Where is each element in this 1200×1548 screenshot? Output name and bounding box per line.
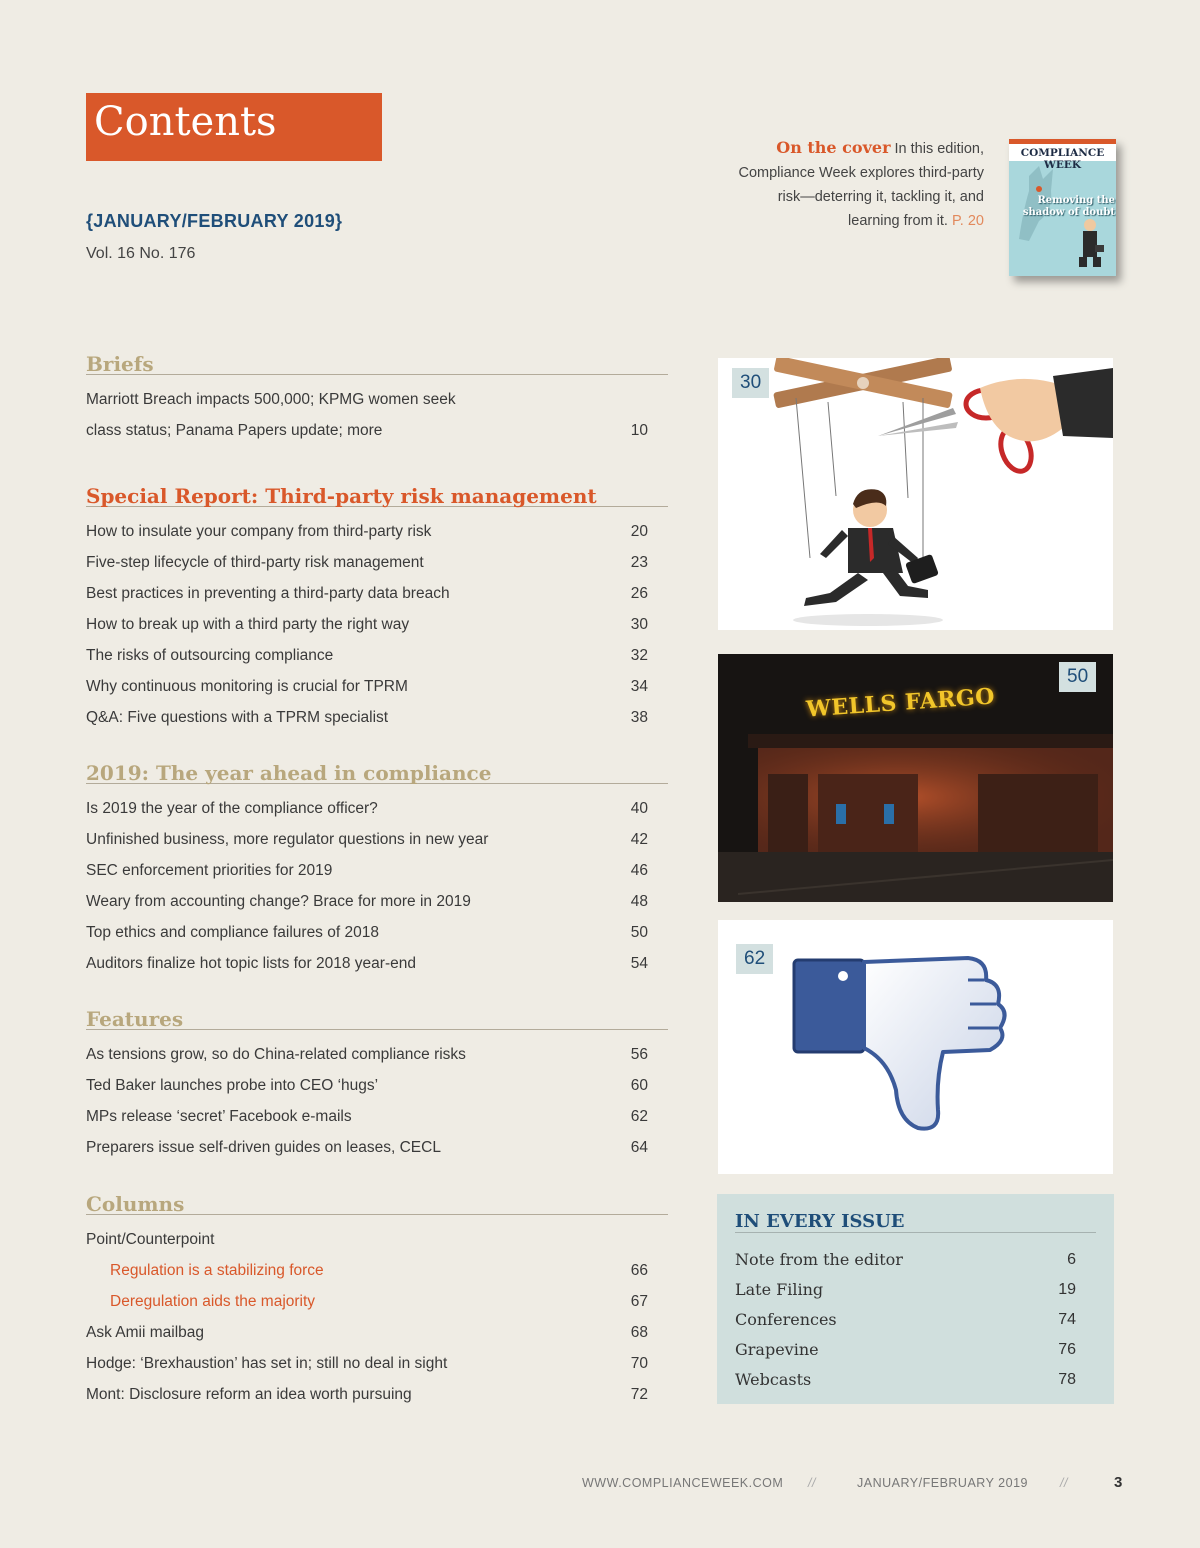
issue-entry[interactable] [735, 1245, 1096, 1275]
toc-entry-label: Why continuous monitoring is crucial for TPRM [86, 678, 408, 695]
toc-entry-page: 30 [630, 616, 648, 633]
toc-entry[interactable] [86, 1070, 668, 1101]
volume-number: Vol. 16 No. 176 [86, 245, 196, 262]
section-title-special-report: Special Report: Third-party risk management [86, 485, 668, 507]
toc-entry-page: 34 [630, 678, 648, 695]
toc-entry-label: Is 2019 the year of the compliance officer? [86, 800, 378, 817]
toc-entry-label: Q&A: Five questions with a TPRM specialist [86, 709, 389, 726]
toc-entry-page: 38 [630, 709, 648, 726]
toc-entry[interactable] [86, 917, 668, 948]
toc-entry[interactable] [86, 702, 668, 733]
toc-entry[interactable] [86, 948, 668, 979]
toc-entry-page: 67 [630, 1293, 648, 1310]
toc-entry-label: How to insulate your company from third-party risk [86, 523, 432, 540]
cover-blurb [728, 136, 984, 233]
toc-entry-page: 70 [630, 1355, 648, 1372]
issue-entry[interactable] [735, 1335, 1096, 1365]
issue-entry-label: Note from the editor [735, 1250, 903, 1269]
puppet-scissors-illustration [718, 358, 1113, 630]
issue-entry[interactable] [735, 1305, 1096, 1335]
toc-entry-page: 50 [630, 924, 648, 941]
toc-entry[interactable] [86, 1101, 668, 1132]
toc-entry-page: 23 [630, 554, 648, 571]
toc-entry-page: 64 [630, 1139, 648, 1156]
issue-entry-label: Conferences [735, 1310, 837, 1329]
toc-entry[interactable] [86, 384, 668, 415]
toc-entry[interactable] [86, 671, 668, 702]
cover-headline: Removing the shadow of doubt [1022, 195, 1115, 218]
toc-entry-page: 56 [630, 1046, 648, 1063]
toc-entry-label: As tensions grow, so do China-related compliance risks [86, 1046, 466, 1063]
page-title: Contents [86, 93, 382, 161]
page-badge-30: 30 [732, 368, 769, 398]
in-every-issue-title: IN EVERY ISSUE [735, 1210, 1096, 1233]
issue-entry-page: 74 [1058, 1311, 1076, 1328]
toc-subentry[interactable] [86, 1286, 668, 1317]
thumbs-down-icon [718, 920, 1113, 1174]
issue-entry-label: Grapevine [735, 1340, 819, 1359]
toc-entry-label: Mont: Disclosure reform an idea worth pursuing [86, 1386, 412, 1403]
section-title-columns: Columns [86, 1193, 668, 1215]
toc-entry-page: 20 [630, 523, 648, 540]
toc-subentry[interactable] [86, 1255, 668, 1286]
toc-entry[interactable] [86, 1317, 668, 1348]
section-features [86, 1008, 668, 1163]
toc-entry-label: The risks of outsourcing compliance [86, 647, 334, 664]
in-every-issue-box [717, 1194, 1114, 1404]
toc-entry[interactable] [86, 1348, 668, 1379]
cover-page-ref[interactable]: P. 20 [952, 213, 984, 229]
page-footer [0, 1474, 1200, 1494]
cover-description: In this edition, Compliance Week explores third-party risk—deterring it, tackling it, and learning from it. [738, 141, 984, 229]
issue-entry-page: 76 [1058, 1341, 1076, 1358]
toc-entry-label: Five-step lifecycle of third-party risk management [86, 554, 424, 571]
toc-entry[interactable] [86, 516, 668, 547]
toc-entry[interactable] [86, 578, 668, 609]
toc-entry-label: Weary from accounting change? Brace for more in 2019 [86, 893, 471, 910]
toc-entry-label: Point/Counterpoint [86, 1231, 215, 1248]
wells-fargo-photo-card[interactable] [718, 654, 1113, 902]
toc-entry[interactable] [86, 1039, 668, 1070]
toc-entry[interactable] [86, 640, 668, 671]
toc-entry-page: 62 [630, 1108, 648, 1125]
issue-entry-label: Webcasts [735, 1370, 812, 1389]
toc-entry-label: Marriott Breach impacts 500,000; KPMG women seek [86, 391, 456, 408]
toc-entry[interactable] [86, 547, 668, 578]
toc-entry[interactable] [86, 609, 668, 640]
toc-entry[interactable] [86, 415, 668, 446]
toc-entry-page: 48 [630, 893, 648, 910]
toc-entry-label: Preparers issue self-driven guides on leases, CECL [86, 1139, 441, 1156]
toc-entry-label: MPs release ‘secret’ Facebook e-mails [86, 1108, 352, 1125]
footer-website[interactable]: WWW.COMPLIANCEWEEK.COM [582, 1476, 784, 1490]
thumbs-down-illustration-card[interactable] [718, 920, 1113, 1174]
toc-entry[interactable] [86, 793, 668, 824]
section-columns [86, 1193, 668, 1410]
toc-entry-page: 42 [630, 831, 648, 848]
toc-entry-label: Unfinished business, more regulator questions in new year [86, 831, 489, 848]
toc-entry-page: 40 [630, 800, 648, 817]
toc-entry[interactable] [86, 1379, 668, 1410]
toc-entry-page: 10 [630, 422, 648, 439]
issue-entry[interactable] [735, 1275, 1096, 1305]
issue-entry-page: 78 [1058, 1371, 1076, 1388]
toc-entry-page: 68 [630, 1324, 648, 1341]
toc-entry-label: class status; Panama Papers update; more [86, 422, 383, 439]
footer-separator: // [808, 1476, 816, 1490]
cover-masthead: COMPLIANCE WEEK [1009, 144, 1116, 161]
section-title-year-ahead: 2019: The year ahead in compliance [86, 762, 668, 784]
issue-entry-label: Late Filing [735, 1280, 824, 1299]
toc-entry-label: Ask Amii mailbag [86, 1324, 205, 1341]
toc-entry[interactable] [86, 1224, 668, 1255]
toc-entry-label: Hodge: ‘Brexhaustion’ has set in; still no deal in sight [86, 1355, 448, 1372]
toc-entry-page: 54 [630, 955, 648, 972]
cover-label: On the cover [776, 138, 891, 157]
toc-entry-label: Regulation is a stabilizing force [110, 1262, 324, 1279]
issue-entry-page: 19 [1058, 1281, 1076, 1298]
toc-entry-page: 26 [630, 585, 648, 602]
toc-entry-label: Deregulation aids the majority [110, 1293, 316, 1310]
footer-separator: // [1060, 1476, 1068, 1490]
toc-entry-page: 46 [630, 862, 648, 879]
toc-entry-label: Top ethics and compliance failures of 2018 [86, 924, 379, 941]
page-badge-62: 62 [736, 944, 773, 974]
toc-entry-label: Auditors finalize hot topic lists for 2018 year-end [86, 955, 416, 972]
footer-issue: JANUARY/FEBRUARY 2019 [857, 1476, 1028, 1490]
section-special-report [86, 485, 668, 733]
puppet-illustration-card[interactable] [718, 358, 1113, 630]
section-year-ahead [86, 762, 668, 979]
toc-entry-label: SEC enforcement priorities for 2019 [86, 862, 333, 879]
cover-thumbnail[interactable] [1009, 139, 1116, 276]
toc-entry-label: Ted Baker launches probe into CEO ‘hugs’ [86, 1077, 379, 1094]
toc-entry[interactable] [86, 855, 668, 886]
toc-entry[interactable] [86, 824, 668, 855]
section-title-briefs: Briefs [86, 353, 668, 375]
toc-entry[interactable] [86, 1132, 668, 1163]
footer-page-number: 3 [1114, 1474, 1123, 1491]
toc-entry-label: How to break up with a third party the right way [86, 616, 410, 633]
toc-entry-page: 60 [630, 1077, 648, 1094]
issue-entry[interactable] [735, 1365, 1096, 1395]
page-badge-50: 50 [1059, 662, 1096, 692]
toc-entry-page: 72 [630, 1386, 648, 1403]
toc-entry-label: Best practices in preventing a third-party data breach [86, 585, 450, 602]
wells-fargo-sign: WELLS FARGO [805, 683, 996, 723]
issue-date: {JANUARY/FEBRUARY 2019} [86, 211, 343, 231]
toc-entry-page: 66 [630, 1262, 648, 1279]
toc-entry-page: 32 [630, 647, 648, 664]
toc-entry[interactable] [86, 886, 668, 917]
section-title-features: Features [86, 1008, 668, 1030]
section-briefs [86, 353, 668, 446]
issue-entry-page: 6 [1067, 1251, 1076, 1268]
